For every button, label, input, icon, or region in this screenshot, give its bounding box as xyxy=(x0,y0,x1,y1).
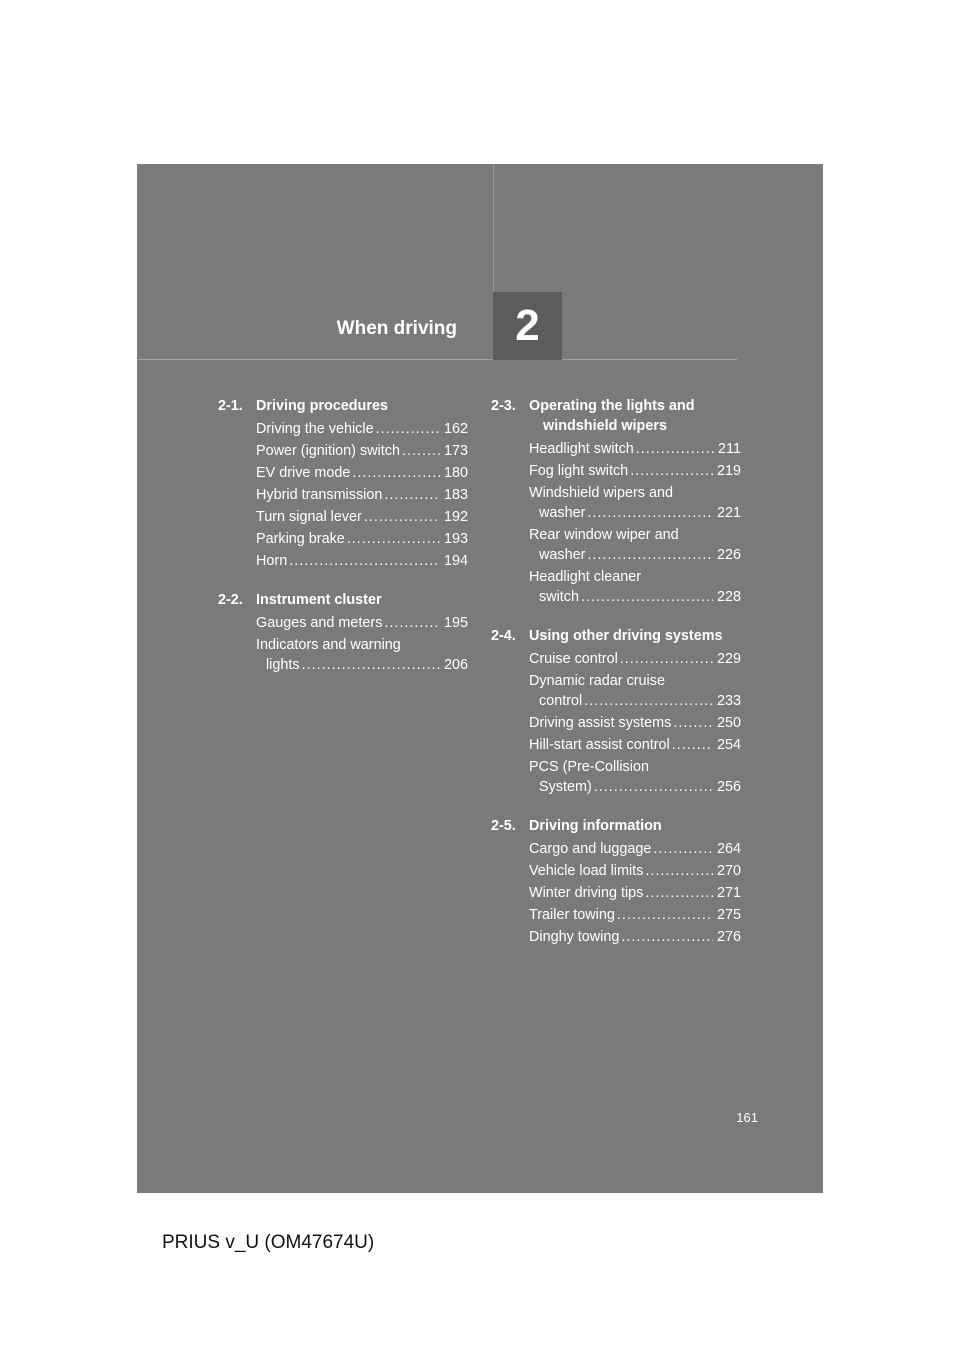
dot-leader xyxy=(364,507,440,527)
entry-page-number: 275 xyxy=(716,907,741,923)
entry-title: Gauges and meters xyxy=(256,615,383,631)
toc-entry[interactable] xyxy=(529,648,741,670)
section-heading xyxy=(491,626,741,646)
entry-title: EV drive mode xyxy=(256,465,351,481)
dot-leader xyxy=(636,439,714,459)
toc-entry[interactable] xyxy=(256,484,468,506)
toc-section xyxy=(491,396,741,608)
entry-title: Headlight cleaner xyxy=(529,569,641,585)
dot-leader xyxy=(673,713,713,733)
entry-title: Fog light switch xyxy=(529,463,629,479)
entry-title: Dynamic radar cruise xyxy=(529,673,665,689)
section-number: 2-3. xyxy=(491,398,516,414)
entry-title: Windshield wipers and xyxy=(529,485,673,501)
entry-page-number: 270 xyxy=(716,863,741,879)
toc-entry[interactable] xyxy=(529,904,741,926)
section-number: 2-5. xyxy=(491,818,516,834)
toc-entry[interactable] xyxy=(256,462,468,484)
section-title-continued: windshield wipers xyxy=(543,418,667,434)
dot-leader xyxy=(621,927,713,947)
entry-page-number: 183 xyxy=(443,487,468,503)
dot-leader xyxy=(584,691,713,711)
entry-page-number: 226 xyxy=(716,547,741,563)
toc-entry[interactable] xyxy=(529,438,741,460)
dot-leader xyxy=(384,613,440,633)
dot-leader xyxy=(587,503,713,523)
dot-leader xyxy=(594,777,713,797)
section-heading xyxy=(218,396,468,416)
dot-leader xyxy=(672,735,713,755)
entry-page-number: 162 xyxy=(443,421,468,437)
toc-entry[interactable] xyxy=(529,756,741,798)
header-rule xyxy=(137,359,737,360)
toc-entry[interactable] xyxy=(256,440,468,462)
section-number: 2-2. xyxy=(218,592,243,608)
section-title: Operating the lights and xyxy=(529,398,695,414)
entry-page-number: 219 xyxy=(716,463,741,479)
toc-entry[interactable] xyxy=(256,550,468,572)
entry-page-number: 193 xyxy=(443,531,468,547)
section-title: Using other driving systems xyxy=(529,628,723,644)
toc-section xyxy=(218,396,468,572)
chapter-number-box xyxy=(493,292,562,360)
entry-title: Parking brake xyxy=(256,531,345,547)
dot-leader xyxy=(581,587,713,607)
entry-page-number: 233 xyxy=(716,693,741,709)
entry-page-number: 228 xyxy=(716,589,741,605)
toc-entry[interactable] xyxy=(256,418,468,440)
toc-entry[interactable] xyxy=(256,634,468,676)
entry-page-number: 250 xyxy=(716,715,741,731)
entry-title: Cargo and luggage xyxy=(529,841,652,857)
toc-right-column xyxy=(491,396,741,966)
entry-title: Dinghy towing xyxy=(529,929,620,945)
entry-page-number: 276 xyxy=(716,929,741,945)
entry-title: Winter driving tips xyxy=(529,885,644,901)
dot-leader xyxy=(347,529,440,549)
dot-leader xyxy=(402,441,440,461)
entry-page-number: 229 xyxy=(716,651,741,667)
entry-title: Trailer towing xyxy=(529,907,615,923)
entry-list xyxy=(491,838,741,948)
chapter-number: 2 xyxy=(515,301,540,350)
toc-entry[interactable] xyxy=(529,670,741,712)
toc-entry[interactable] xyxy=(529,460,741,482)
dot-leader xyxy=(645,883,713,903)
toc-entry[interactable] xyxy=(256,612,468,634)
entry-title-continued: washer xyxy=(539,505,586,521)
entry-title-continued: System) xyxy=(539,779,592,795)
entry-list xyxy=(218,612,468,676)
entry-title-continued: lights xyxy=(266,657,300,673)
section-heading xyxy=(491,396,741,436)
toc-entry[interactable] xyxy=(529,482,741,524)
dot-leader xyxy=(645,861,713,881)
chapter-title: When driving xyxy=(336,318,457,339)
toc-entry[interactable] xyxy=(529,712,741,734)
section-heading xyxy=(491,816,741,836)
section-number: 2-4. xyxy=(491,628,516,644)
toc-entry[interactable] xyxy=(529,838,741,860)
section-title: Driving procedures xyxy=(256,398,388,414)
dot-leader xyxy=(384,485,440,505)
entry-title: PCS (Pre-Collision xyxy=(529,759,649,775)
entry-list xyxy=(491,438,741,608)
dot-leader xyxy=(620,649,713,669)
section-title: Instrument cluster xyxy=(256,592,382,608)
dot-leader xyxy=(352,463,440,483)
toc-entry[interactable] xyxy=(529,882,741,904)
entry-title-continued: control xyxy=(539,693,583,709)
toc-entry[interactable] xyxy=(256,528,468,550)
entry-page-number: 180 xyxy=(443,465,468,481)
toc-entry[interactable] xyxy=(529,860,741,882)
entry-page-number: 211 xyxy=(718,441,741,457)
entry-page-number: 195 xyxy=(443,615,468,631)
dot-leader xyxy=(289,551,440,571)
entry-page-number: 173 xyxy=(443,443,468,459)
toc-entry[interactable] xyxy=(529,566,741,608)
entry-title: Driving assist systems xyxy=(529,715,672,731)
entry-page-number: 206 xyxy=(443,657,468,673)
entry-title: Indicators and warning xyxy=(256,637,401,653)
entry-list xyxy=(491,648,741,798)
entry-page-number: 256 xyxy=(716,779,741,795)
section-number: 2-1. xyxy=(218,398,243,414)
toc-entry[interactable] xyxy=(529,524,741,566)
toc-entry[interactable] xyxy=(256,506,468,528)
toc-section xyxy=(491,816,741,948)
dot-leader xyxy=(302,655,440,675)
entry-title: Turn signal lever xyxy=(256,509,362,525)
footer-model-code: PRIUS v_U (OM47674U) xyxy=(162,1232,375,1253)
toc-entry[interactable] xyxy=(529,734,741,756)
toc-left-column xyxy=(218,396,468,694)
entry-page-number: 264 xyxy=(716,841,741,857)
entry-title: Headlight switch xyxy=(529,441,634,457)
section-heading xyxy=(218,590,468,610)
dot-leader xyxy=(376,419,440,439)
entry-title-continued: switch xyxy=(539,589,579,605)
entry-list xyxy=(218,418,468,572)
entry-title: Hill-start assist control xyxy=(529,737,670,753)
entry-page-number: 194 xyxy=(443,553,468,569)
entry-title: Vehicle load limits xyxy=(529,863,644,879)
section-title: Driving information xyxy=(529,818,662,834)
entry-page-number: 254 xyxy=(716,737,741,753)
page-number: 161 xyxy=(736,1110,758,1125)
entry-title: Driving the vehicle xyxy=(256,421,374,437)
toc-section xyxy=(218,590,468,676)
entry-title: Cruise control xyxy=(529,651,618,667)
entry-page-number: 221 xyxy=(716,505,741,521)
entry-title: Horn xyxy=(256,553,288,569)
toc-entry[interactable] xyxy=(529,926,741,948)
dot-leader xyxy=(653,839,713,859)
toc-section xyxy=(491,626,741,798)
entry-title: Power (ignition) switch xyxy=(256,443,400,459)
dot-leader xyxy=(617,905,713,925)
entry-title: Rear window wiper and xyxy=(529,527,679,543)
entry-title-continued: washer xyxy=(539,547,586,563)
dot-leader xyxy=(587,545,713,565)
entry-title: Hybrid transmission xyxy=(256,487,383,503)
dot-leader xyxy=(630,461,713,481)
entry-page-number: 271 xyxy=(716,885,741,901)
entry-page-number: 192 xyxy=(443,509,468,525)
